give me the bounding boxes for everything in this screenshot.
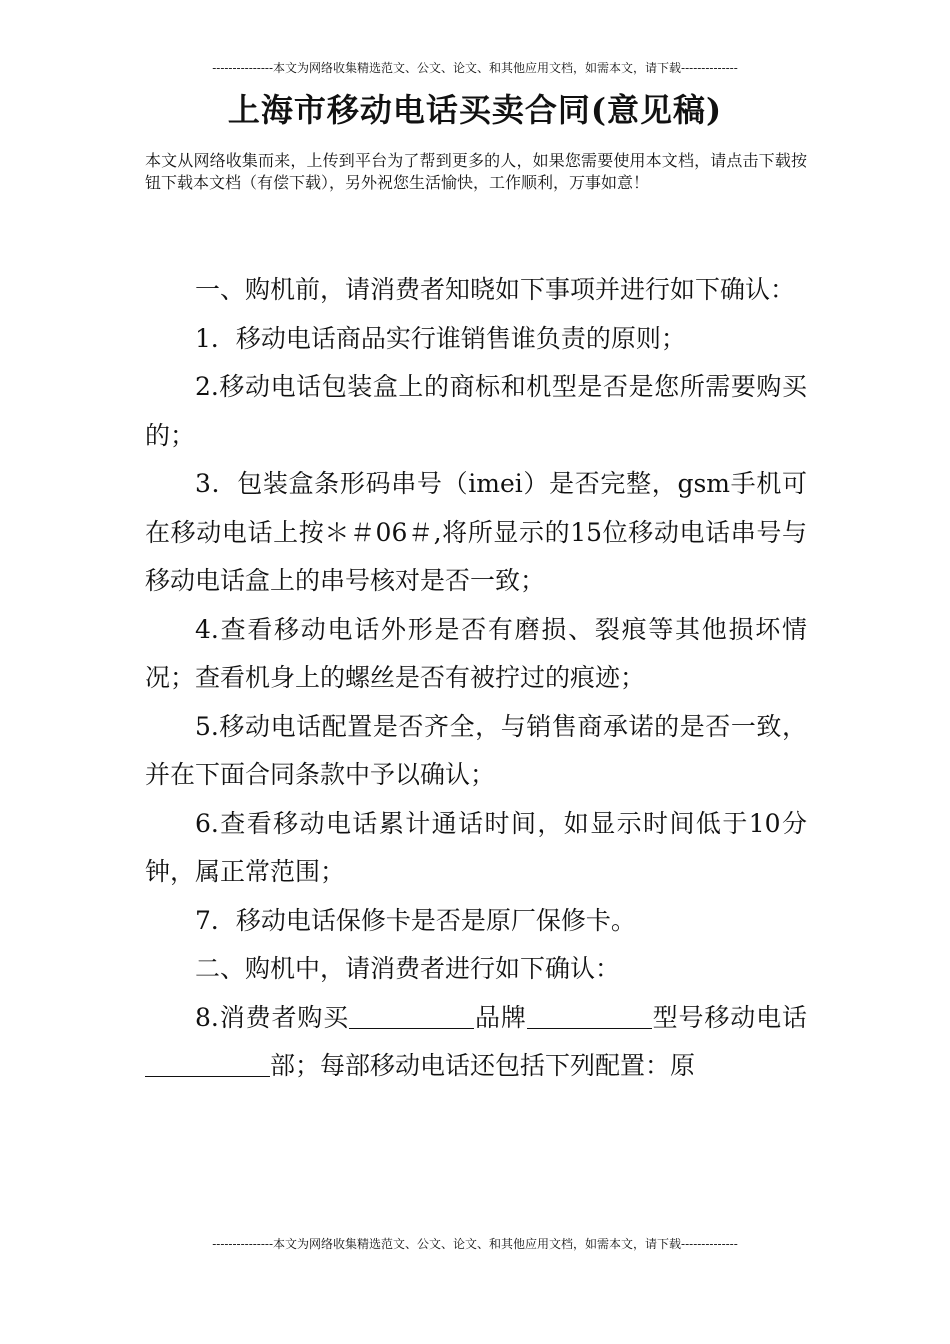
clause-8-part-4: 部；每部移动电话还包括下列配置：原: [270, 1051, 696, 1080]
clause-8: [145, 994, 807, 1091]
download-notice: 本文从网络收集而来，上传到平台为了帮到更多的人，如果您需要使用本文档，请点击下载按钮下载本文档（有偿下载），另外祝您生活愉快，工作顺利，万事如意！: [145, 151, 807, 192]
clause-8-part-2: 品牌: [474, 1002, 527, 1032]
model-blank: [527, 1003, 652, 1029]
clause-5: 5.移动电话配置是否齐全，与销售商承诺的是否一致，并在下面合同条款中予以确认；: [145, 711, 807, 789]
quantity-blank: [145, 1051, 270, 1077]
document-title: 上海市移动电话买卖合同(意见稿): [227, 91, 723, 129]
section-2-heading: 二、购机中，请消费者进行如下确认：: [195, 954, 621, 983]
brand-blank: [349, 1003, 474, 1029]
section-1-heading: 一、购机前，请消费者知晓如下事项并进行如下确认：: [195, 275, 796, 304]
contract-body: [145, 266, 807, 1091]
footer-banner: ---------------本文为网络收集精选范文、公文、论文、和其他应用文档，如需本文，请下载--------------: [212, 1237, 738, 1251]
clause-4: 4.查看移动电话外形是否有磨损、裂痕等其他损坏情况；查看机身上的螺丝是否有被拧过的痕迹；: [145, 614, 807, 692]
clause-1: 1．移动电话商品实行谁销售谁负责的原则；: [195, 323, 686, 353]
clause-3: 3．包装盒条形码串号（imei）是否完整，gsm手机可在移动电话上按＊＃06＃,将所显示的15位移动电话串号与移动电话盒上的串号核对是否一致；: [145, 469, 807, 595]
header-banner: ---------------本文为网络收集精选范文、公文、论文、和其他应用文档，如需本文，请下载--------------: [212, 61, 738, 75]
clause-6: 6.查看移动电话累计通话时间，如显示时间低于10分钟，属正常范围；: [145, 808, 807, 886]
clause-7: 7．移动电话保修卡是否是原厂保修卡。: [195, 905, 636, 935]
clause-2: 2.移动电话包装盒上的商标和机型是否是您所需要购买的；: [145, 372, 807, 450]
clause-8-part-1: 8.消费者购买: [195, 1002, 350, 1032]
clause-8-part-3: 型号移动电话: [651, 1002, 807, 1032]
